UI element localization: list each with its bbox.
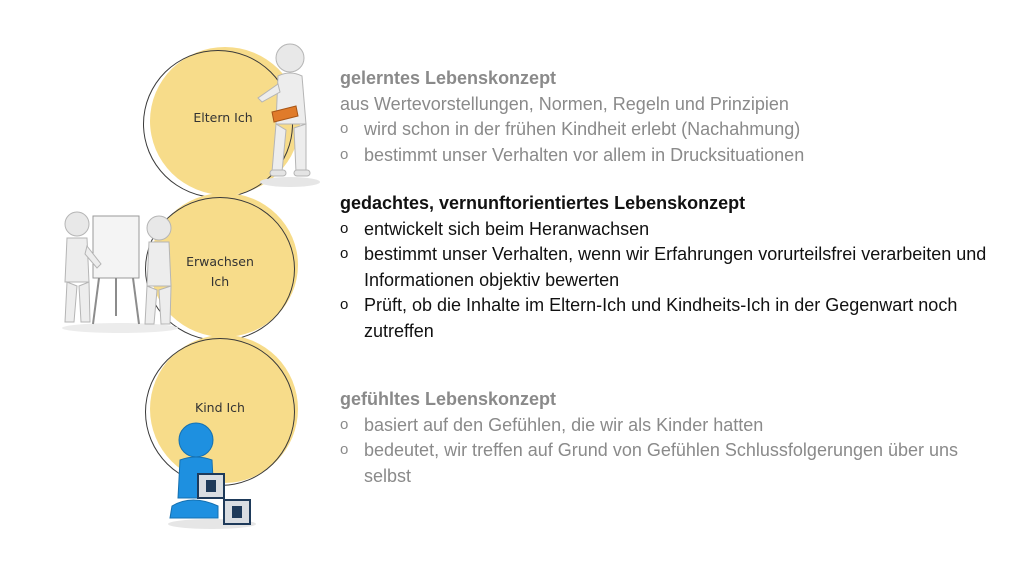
- kind-ich-bullet: o basiert auf den Gefühlen, die wir als Kinder hatten: [340, 413, 1010, 439]
- kind-ich-bullet: o bedeutet, wir treffen auf Grund von Gefühlen Schlussfolgerungen über uns selbst: [340, 438, 1010, 489]
- erwachsen-ich-bullet: o bestimmt unser Verhalten, wenn wir Erfahrungen vorurteilsfrei verarbeiten und Informationen objektiv bewerten: [340, 242, 1010, 293]
- child-with-blocks-figure: [162, 420, 262, 530]
- erwachsen-ich-label-line1: Erwachsen: [186, 254, 254, 269]
- eltern-ich-label: Eltern Ich: [193, 110, 253, 125]
- eltern-ich-description: [340, 66, 1010, 168]
- erwachsen-ich-bullet-list: [340, 217, 1010, 345]
- flipchart-presentation-figure: [55, 206, 185, 334]
- eltern-ich-bullet: o bestimmt unser Verhalten vor allem in Drucksituationen: [340, 143, 1010, 169]
- kind-ich-heading: gefühltes Lebenskonzept: [340, 389, 557, 409]
- erwachsen-ich-label-line2: Ich: [210, 274, 230, 289]
- erwachsen-ich-bullet: o Prüft, ob die Inhalte im Eltern-Ich und Kindheits-Ich in der Gegenwart noch zutreffen: [340, 293, 1010, 344]
- eltern-ich-bullet-list: [340, 117, 1010, 168]
- eltern-ich-bullet: o wird schon in der frühen Kindheit erlebt (Nachahmung): [340, 117, 1010, 143]
- erwachsen-ich-heading: gedachtes, vernunftorientiertes Lebenskonzept: [340, 193, 746, 213]
- erwachsen-ich-description: [340, 191, 1010, 344]
- kind-ich-description: [340, 387, 1010, 489]
- kind-ich-label: Kind Ich: [195, 400, 245, 415]
- erwachsen-ich-bullet: o entwickelt sich beim Heranwachsen: [340, 217, 1010, 243]
- eltern-ich-subheading: aus Wertevorstellungen, Normen, Regeln und Prinzipien: [340, 93, 789, 114]
- kind-ich-bullet-list: [340, 413, 1010, 490]
- eltern-ich-heading: gelerntes Lebenskonzept: [340, 68, 557, 88]
- parent-reading-figure: [250, 40, 330, 190]
